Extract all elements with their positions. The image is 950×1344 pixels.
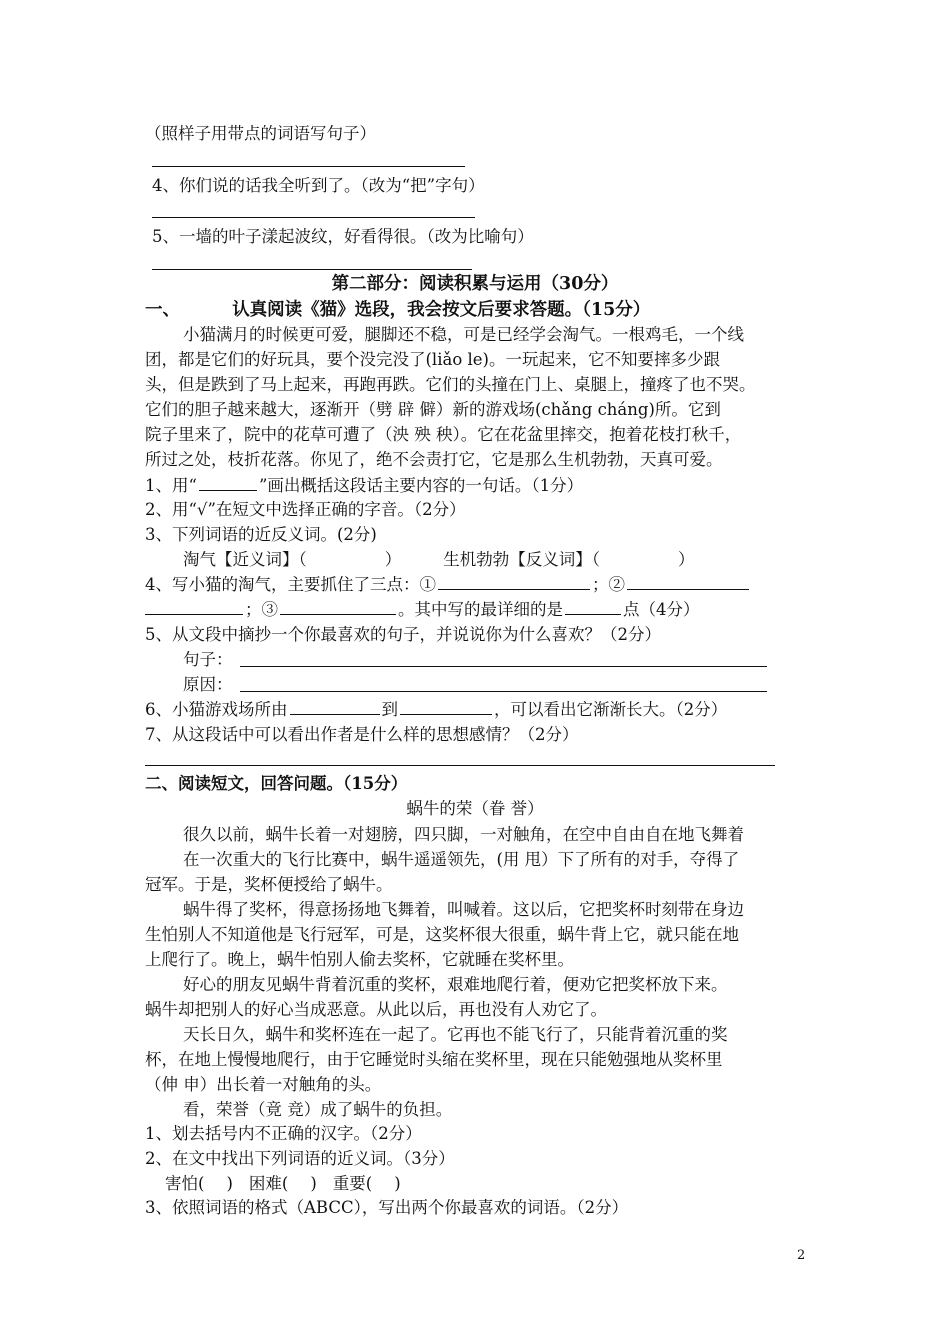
- blank[interactable]: [438, 573, 590, 590]
- passage-line: 所过之处，枝折花落。你见了，绝不会责打它，它是那么生机勃勃，天真可爱。: [145, 450, 723, 469]
- section-2-question-3: 3、依照词语的格式（ABCC），写出两个你最喜欢的词语。（2分）: [145, 1198, 629, 1217]
- question-4: 4、写小猫的淘气，主要抓住了三点：① ；②: [145, 573, 751, 597]
- story-line: 杯，在地上慢慢地爬行，由于它睡觉时头缩在奖杯里，现在只能勉强地从奖杯里: [145, 1050, 723, 1069]
- page-number: 2: [797, 1248, 806, 1263]
- answer-line[interactable]: [145, 765, 775, 766]
- blank[interactable]: [565, 598, 621, 615]
- blank[interactable]: [280, 598, 396, 615]
- blank[interactable]: [199, 474, 257, 491]
- story-line: 好心的朋友见蜗牛背着沉重的奖杯，艰难地爬行着，便劝它把奖杯放下来。: [183, 975, 728, 994]
- blank[interactable]: [290, 698, 380, 715]
- sentence-label: 句子：: [183, 650, 233, 669]
- answer-line: [152, 166, 465, 167]
- passage-line: 它们的胆子越来越大，逐渐开（劈 辟 僻）新的游戏场(chǎng cháng)所。它到: [145, 400, 721, 419]
- story-line: 看，荣誉（竟 竞）成了蜗牛的负担。: [183, 1100, 453, 1119]
- section-1-heading: [145, 298, 650, 322]
- section-1-number: 一、: [145, 300, 180, 320]
- answer-line[interactable]: [240, 666, 767, 667]
- story-line: 天长日久，蜗牛和奖杯连在一起了。它再也不能飞行了，只能背着沉重的奖: [183, 1025, 728, 1044]
- reason-label: 原因：: [183, 675, 233, 694]
- section-2-question-2: 2、在文中找出下列词语的近义词。（3分）: [145, 1149, 455, 1168]
- section-2-question-2-words: 害怕( ) 困难( ) 重要( ): [165, 1174, 401, 1193]
- answer-line: [152, 217, 475, 218]
- question-4: 4、你们说的话我全听到了。（改为“把”字句）: [152, 176, 485, 195]
- story-line: 生怕别人不知道他是飞行冠军，可是，这奖杯很大很重，蜗牛背上它，就只能在地: [145, 925, 739, 944]
- question-1: 1、用“ ”画出概括这段话主要内容的一句话。（1分）: [145, 476, 584, 495]
- question-4-cont: ；③ 。其中写的最详细的是 点（4分）: [145, 598, 700, 622]
- story-line: 冠军。于是，奖杯便授给了蜗牛。: [145, 875, 393, 894]
- section-2-title: 二、阅读短文，回答问题。（15分）: [145, 774, 408, 793]
- part-title: 第二部分：阅读积累与运用（30分）: [331, 274, 619, 294]
- section-1-title: 认真阅读《猫》选段，我会按文后要求答题。（15分）: [232, 300, 651, 320]
- passage-line: 小猫满月的时候更可爱，腿脚还不稳，可是已经学会淘气。一根鸡毛，一个线: [183, 325, 744, 344]
- instruction-line: （照样子用带点的词语写句子）: [145, 124, 376, 143]
- story-line: 蜗牛得了奖杯，得意扬扬地飞舞着，叫喊着。这以后，它把奖杯时刻带在身边: [183, 900, 744, 919]
- question-5: 5、从文段中摘抄一个你最喜欢的句子，并说说你为什么喜欢？（2分）: [145, 625, 661, 644]
- question-7: 7、从这段话中可以看出作者是什么样的思想感情？（2分）: [145, 725, 579, 744]
- passage-line: 团，都是它们的好玩具，要个没完没了(liǎo le)。一玩起来，它不知要摔多少跟: [145, 350, 720, 369]
- passage-line: 头，但是跌到了马上起来，再跑再跌。它们的头撞在门上、桌腿上，撞疼了也不哭。: [145, 375, 756, 394]
- answer-line[interactable]: [240, 691, 767, 692]
- story-line: 很久以前，蜗牛长着一对翅膀，四只脚，一对触角，在空中自由自在地飞舞着: [183, 825, 744, 844]
- story-line: 在一次重大的飞行比赛中，蜗牛遥遥领先，(用 甩）下了所有的对手，夺得了: [183, 850, 740, 869]
- passage-line: 院子里来了，院中的花草可遭了（泱 殃 秧）。它在花盆里摔交，抱着花枝打秋千，: [145, 425, 742, 444]
- question-2: 2、用“√”在短文中选择正确的字音。（2分）: [145, 500, 466, 519]
- blank[interactable]: [145, 598, 243, 615]
- blank[interactable]: [627, 573, 749, 590]
- story-line: 上爬行了。晚上，蜗牛怕别人偷去奖杯，它就睡在奖杯里。: [145, 950, 574, 969]
- question-6: 6、小猫游戏场所由 到 ，可以看出它渐渐长大。（2分）: [145, 700, 728, 719]
- answer-line: [152, 269, 472, 270]
- story-line: 蜗牛却把别人的好心当成恶意。从此以后，再也没有人劝它了。: [145, 1000, 607, 1019]
- question-3: 3、下列词语的近反义词。(2分): [145, 525, 377, 544]
- question-5: 5、一墙的叶子漾起波纹，好看得很。（改为比喻句）: [152, 227, 534, 246]
- section-2-question-1: 1、划去括号内不正确的汉字。（2分）: [145, 1124, 422, 1143]
- story-title: 蜗牛的荣（眷 誉）: [406, 799, 544, 818]
- story-line: （伸 申）出长着一对触角的头。: [145, 1075, 382, 1094]
- question-3-words: 淘气【近义词】（ ） 生机勃勃【反义词】（ ）: [183, 550, 695, 569]
- blank[interactable]: [400, 698, 492, 715]
